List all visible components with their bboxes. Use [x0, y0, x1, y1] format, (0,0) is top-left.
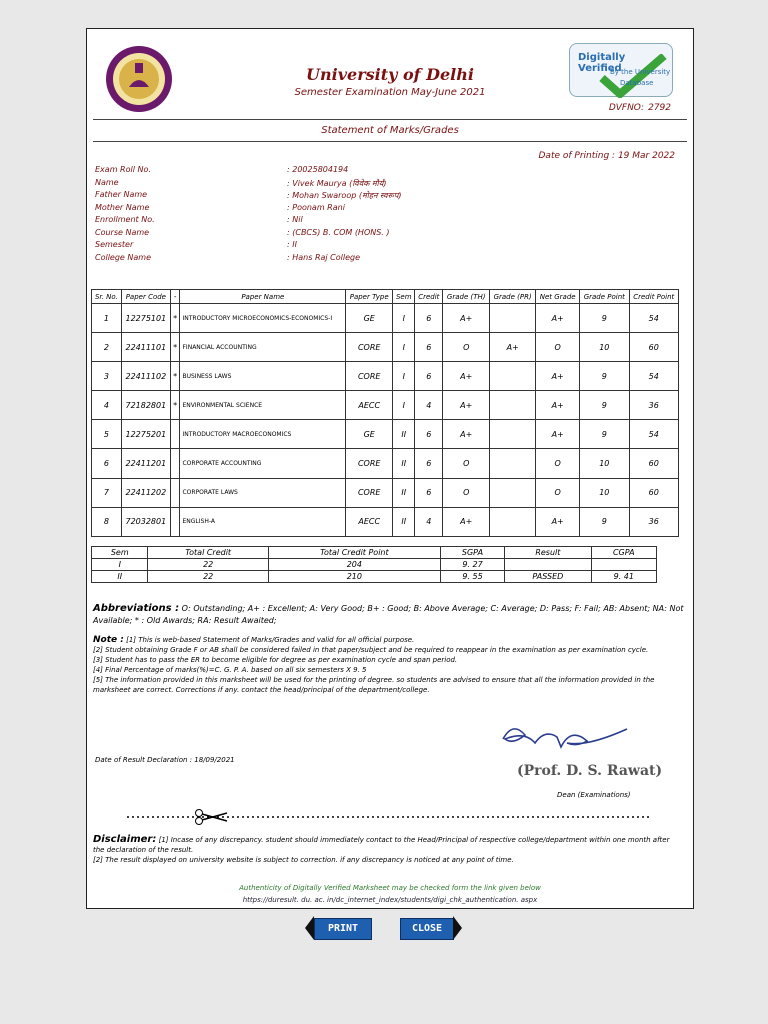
- cell-sr: 3: [92, 362, 122, 391]
- cell-name: CORPORATE LAWS: [180, 478, 346, 507]
- cell-cp: 54: [629, 304, 678, 333]
- close-button[interactable]: CLOSE: [400, 918, 454, 940]
- marks-table: [91, 289, 679, 537]
- student-info-row: [95, 215, 685, 228]
- info-value: : Nil: [287, 215, 303, 224]
- info-value: : II: [287, 240, 297, 249]
- column-header: SGPA: [440, 547, 504, 559]
- cell-gp: 10: [580, 449, 630, 478]
- cell-code: 12275101: [121, 304, 170, 333]
- cell-name: BUSINESS LAWS: [180, 362, 346, 391]
- table-row: [92, 304, 679, 333]
- table-row: [92, 333, 679, 362]
- cell-code: 72032801: [121, 507, 170, 536]
- column-header: Credit Point: [629, 290, 678, 304]
- cell-net: A+: [536, 391, 580, 420]
- info-label: Father Name: [95, 190, 148, 199]
- cell-star: [170, 478, 180, 507]
- cell-pr: [490, 304, 536, 333]
- cell-type: GE: [346, 304, 393, 333]
- info-label: Enrollment No.: [95, 215, 155, 224]
- cell-th: O: [443, 333, 490, 362]
- cell-cp: 36: [629, 507, 678, 536]
- cell-type: CORE: [346, 362, 393, 391]
- cell-star: *: [170, 304, 180, 333]
- cell-code: 22411101: [121, 333, 170, 362]
- disclaimer-label: Disclaimer:: [93, 834, 157, 845]
- cell-net: O: [536, 449, 580, 478]
- cell-net: A+: [536, 362, 580, 391]
- badge-line2: By the University: [610, 68, 671, 76]
- cell-cgpa: [591, 559, 656, 571]
- cell-sem: II: [92, 571, 148, 583]
- note-item: [5] The information provided in this marksheet will be used for the printing of degree. so students are advised to ensure that all the information provided in the marksheet are correct. Corrections if any. contact the head/principal of the department/college.: [93, 676, 655, 694]
- table-row: [92, 507, 679, 536]
- cell-net: O: [536, 333, 580, 362]
- table-row: [92, 391, 679, 420]
- table-row: [92, 571, 657, 583]
- table-row: [92, 362, 679, 391]
- cell-credit: 6: [415, 362, 443, 391]
- cell-cp: 54: [629, 362, 678, 391]
- notes-label: Note :: [93, 635, 124, 645]
- student-info-row: [95, 253, 685, 266]
- notes: [93, 635, 683, 695]
- cell-pr: [490, 507, 536, 536]
- cell-gp: 9: [580, 304, 630, 333]
- disclaimer: [93, 835, 683, 865]
- dvfno-label: DVFNO:: [608, 103, 645, 113]
- info-label: Exam Roll No.: [95, 165, 151, 174]
- column-header: CGPA: [591, 547, 656, 559]
- student-info-row: [95, 228, 685, 241]
- info-value: : Poonam Rani: [287, 202, 345, 212]
- disclaimer-item: [1] Incase of any discrepancy. student should immediately contact to the Head/Principal of respective college/department within one month after the declaration of the result.: [93, 836, 670, 854]
- column-header: Credit: [415, 290, 443, 304]
- signature-image: [493, 719, 653, 759]
- cell-net: A+: [536, 507, 580, 536]
- column-header: Paper Name: [180, 290, 346, 304]
- note-item: [3] Student has to pass the ER to become eligible for degree as per examination cycle and span period.: [93, 656, 458, 664]
- cell-code: 12275201: [121, 420, 170, 449]
- cell-credit: 6: [415, 304, 443, 333]
- cell-net: A+: [536, 304, 580, 333]
- divider: [93, 141, 687, 142]
- student-info-row: [95, 190, 685, 203]
- print-arrow-icon: [305, 916, 314, 940]
- cell-gp: 10: [580, 333, 630, 362]
- cell-sem: I: [92, 559, 148, 571]
- cell-name: INTRODUCTORY MACROECONOMICS: [180, 420, 346, 449]
- note-item: [1] This is web-based Statement of Marks/Grades and valid for all official purpose.: [126, 636, 415, 644]
- cell-credit: 6: [415, 449, 443, 478]
- scissors-cut-line: [127, 809, 652, 825]
- cell-name: ENVIRONMENTAL SCIENCE: [180, 391, 346, 420]
- badge-line3: Database: [620, 79, 654, 87]
- cell-th: O: [443, 449, 490, 478]
- cell-credit: 6: [415, 333, 443, 362]
- cell-credit: 4: [415, 507, 443, 536]
- table-row: [92, 420, 679, 449]
- student-info-row: [95, 240, 685, 253]
- date-of-printing: Date of Printing : 19 Mar 2022: [538, 151, 675, 161]
- cell-gp: 10: [580, 478, 630, 507]
- cell-net: O: [536, 478, 580, 507]
- print-button[interactable]: PRINT: [314, 918, 372, 940]
- cell-th: A+: [443, 391, 490, 420]
- column-header: Paper Type: [346, 290, 393, 304]
- cell-gp: 9: [580, 420, 630, 449]
- info-label: Mother Name: [95, 202, 150, 212]
- cell-credit: 6: [415, 420, 443, 449]
- column-header: Total Credit: [148, 547, 268, 559]
- cell-star: *: [170, 362, 180, 391]
- info-value: : 20025804194: [287, 165, 349, 174]
- signatory-title: Dean (Examinations): [557, 791, 631, 799]
- summary-table-header: [92, 547, 657, 559]
- cell-sr: 4: [92, 391, 122, 420]
- cell-sgpa: 9. 27: [440, 559, 504, 571]
- date-of-declaration: Date of Result Declaration : 18/09/2021: [95, 756, 235, 764]
- cell-code: 22411102: [121, 362, 170, 391]
- column-header: Sr. No.: [92, 290, 122, 304]
- cell-gp: 9: [580, 362, 630, 391]
- cell-th: O: [443, 478, 490, 507]
- cell-cp: 60: [629, 478, 678, 507]
- cell-sem: II: [393, 420, 415, 449]
- cell-result: [505, 559, 592, 571]
- student-info-row: [95, 178, 685, 191]
- info-label: Name: [95, 177, 119, 187]
- info-label: College Name: [95, 252, 151, 262]
- cell-star: [170, 449, 180, 478]
- cell-pr: [490, 391, 536, 420]
- exam-title: Semester Examination May-June 2021: [294, 87, 486, 98]
- cell-type: AECC: [346, 507, 393, 536]
- cell-credit: 4: [415, 391, 443, 420]
- summary-table: [91, 546, 657, 583]
- marks-table-header: [92, 290, 679, 304]
- cell-credit: 22: [148, 559, 268, 571]
- cell-name: CORPORATE ACCOUNTING: [180, 449, 346, 478]
- cell-star: [170, 420, 180, 449]
- cell-name: INTRODUCTORY MICROECONOMICS-ECONOMICS-I: [180, 304, 346, 333]
- cell-cp: 36: [629, 391, 678, 420]
- cell-sem: I: [393, 333, 415, 362]
- note-item: [2] Student obtaining Grade F or AB shall be considered failed in that paper/subject and be required to reappear in the examination as per examination cycle.: [93, 646, 649, 654]
- column-header: Sem: [92, 547, 148, 559]
- student-info-row: [95, 203, 685, 216]
- info-value: : (CBCS) B. COM (HONS. ): [287, 227, 390, 237]
- cell-type: GE: [346, 420, 393, 449]
- column-header: Sem: [393, 290, 415, 304]
- cell-sem: I: [393, 304, 415, 333]
- cell-gp: 9: [580, 507, 630, 536]
- abbreviations-text: O: Outstanding; A+ : Excellent; A: Very Good; B+ : Good; B: Above Average; C: Average; D: Pass; F: Fail; AB: Absent; NA: Not Available; * : Old Awards; RA: Result Awaited;: [93, 604, 684, 625]
- cell-type: AECC: [346, 391, 393, 420]
- table-row: [92, 559, 657, 571]
- close-arrow-icon: [453, 916, 462, 940]
- cell-th: A+: [443, 362, 490, 391]
- cell-pr: [490, 420, 536, 449]
- column-header: Paper Code: [121, 290, 170, 304]
- cell-th: A+: [443, 420, 490, 449]
- dvfno-value: 2792: [648, 103, 671, 113]
- cell-sgpa: 9. 55: [440, 571, 504, 583]
- cell-sr: 1: [92, 304, 122, 333]
- info-value: : Mohan Swaroop (मोहन स्वरूप): [287, 191, 402, 200]
- cell-sr: 6: [92, 449, 122, 478]
- cell-cp: 60: [629, 333, 678, 362]
- header: [93, 35, 687, 120]
- cell-gp: 9: [580, 391, 630, 420]
- cell-th: A+: [443, 507, 490, 536]
- cell-type: CORE: [346, 449, 393, 478]
- cell-sem: I: [393, 391, 415, 420]
- cell-pr: A+: [490, 333, 536, 362]
- university-name: University of Delhi: [306, 65, 474, 84]
- cell-sr: 8: [92, 507, 122, 536]
- dvfno: [605, 103, 671, 113]
- cell-cp: 60: [629, 449, 678, 478]
- disclaimer-item: [2] The result displayed on university website is subject to correction. if any discrepancy is noticed at any point of time.: [93, 856, 514, 864]
- authenticity-text: Authenticity of Digitally Verified Marksheet may be checked form the link given below: [239, 884, 541, 892]
- cell-pr: [490, 478, 536, 507]
- cell-code: 22411202: [121, 478, 170, 507]
- note-item: [4] Final Percentage of marks(%)=C. G. P. A. based on all six semesters X 9. 5: [93, 666, 367, 674]
- column-header: Grade Point: [580, 290, 630, 304]
- column-header: Grade (TH): [443, 290, 490, 304]
- cell-credit: 22: [148, 571, 268, 583]
- cell-name: FINANCIAL ACCOUNTING: [180, 333, 346, 362]
- column-header: Result: [505, 547, 592, 559]
- abbreviations: [93, 603, 685, 627]
- cell-code: 22411201: [121, 449, 170, 478]
- column-header: Grade (PR): [490, 290, 536, 304]
- cell-name: ENGLISH-A: [180, 507, 346, 536]
- cell-result: PASSED: [505, 571, 592, 583]
- cell-points: 210: [268, 571, 440, 583]
- column-header: Total Credit Point: [268, 547, 440, 559]
- student-info-row: [95, 165, 685, 178]
- cell-star: *: [170, 391, 180, 420]
- digitally-verified-badge: [569, 43, 673, 97]
- table-row: [92, 478, 679, 507]
- info-label: Semester: [95, 240, 134, 249]
- cell-sem: I: [393, 362, 415, 391]
- column-header: Net Grade: [536, 290, 580, 304]
- abbreviations-label: Abbreviations :: [93, 603, 180, 614]
- info-label: Course Name: [95, 227, 150, 237]
- info-value: : Vivek Maurya (विवेक मौर्य): [287, 178, 387, 188]
- signatory-name: (Prof. D. S. Rawat): [517, 763, 663, 779]
- cell-code: 72182801: [121, 391, 170, 420]
- cell-sr: 5: [92, 420, 122, 449]
- cell-star: [170, 507, 180, 536]
- table-row: [92, 449, 679, 478]
- statement-title: Statement of Marks/Grades: [321, 125, 459, 136]
- cell-sr: 2: [92, 333, 122, 362]
- cell-net: A+: [536, 420, 580, 449]
- cell-cgpa: 9. 41: [591, 571, 656, 583]
- cell-cp: 54: [629, 420, 678, 449]
- cell-type: CORE: [346, 333, 393, 362]
- cell-sem: II: [393, 449, 415, 478]
- column-header: -: [170, 290, 180, 304]
- cell-pr: [490, 449, 536, 478]
- info-value: : Hans Raj College: [287, 252, 361, 262]
- cell-sr: 7: [92, 478, 122, 507]
- cell-pr: [490, 362, 536, 391]
- cell-sem: II: [393, 507, 415, 536]
- cell-type: CORE: [346, 478, 393, 507]
- cell-points: 204: [268, 559, 440, 571]
- cell-sem: II: [393, 478, 415, 507]
- student-info: [95, 165, 685, 265]
- marksheet: [86, 28, 694, 909]
- badge-line1: Digitally Verified: [578, 52, 626, 74]
- cell-star: *: [170, 333, 180, 362]
- verification-link[interactable]: https://duresult. du. ac. in/dc_internet_index/students/digi_chk_authentication. aspx: [242, 896, 538, 904]
- cell-th: A+: [443, 304, 490, 333]
- cell-credit: 6: [415, 478, 443, 507]
